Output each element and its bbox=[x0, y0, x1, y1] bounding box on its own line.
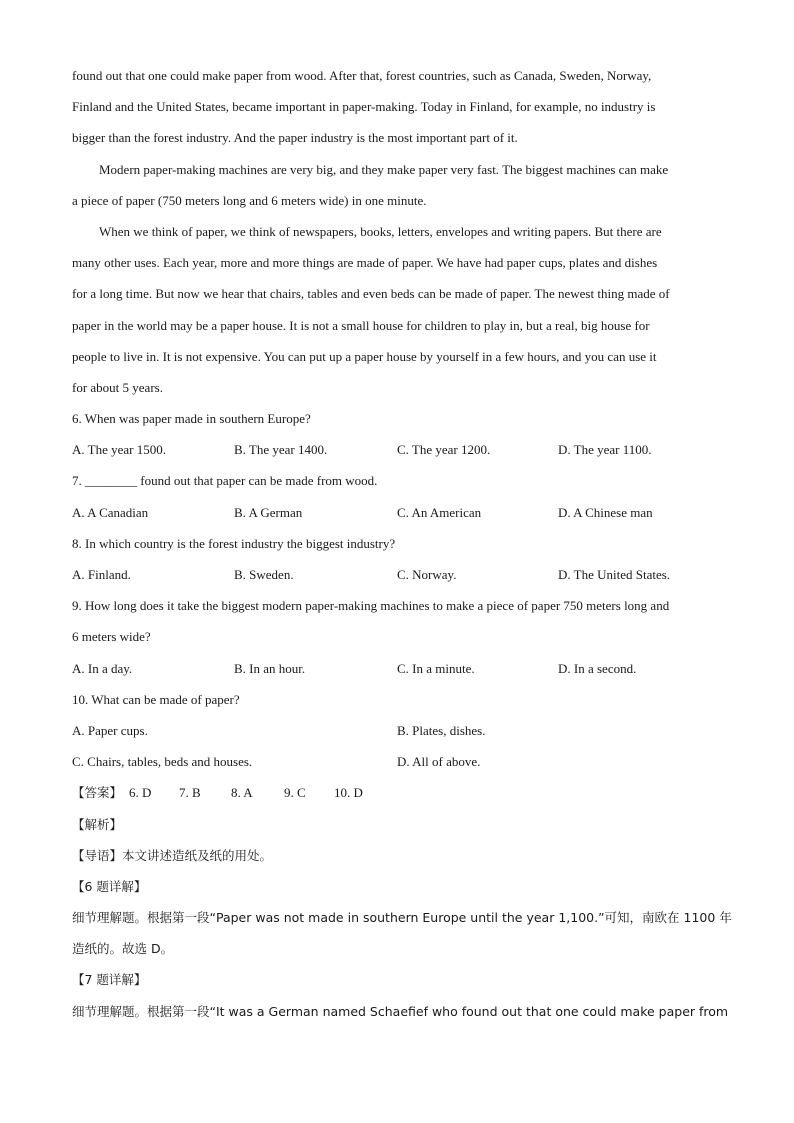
q6-detail-heading: 【6 题详解】 bbox=[72, 878, 147, 894]
question-stem: 8. In which country is the forest industry the biggest industry? bbox=[72, 535, 396, 551]
answer-options bbox=[72, 497, 720, 528]
passage-line: for a long time. But now we hear that chairs, tables and even beds can be made of paper. The newest thing made of bbox=[72, 286, 670, 302]
answer-item: 6. D bbox=[129, 785, 152, 801]
answer-item: 10. D bbox=[334, 785, 363, 801]
answer-options bbox=[72, 746, 720, 777]
answer-key-label: 【答案】 bbox=[72, 785, 123, 801]
passage-line: When we think of paper, we think of newspapers, books, letters, envelopes and writing papers. But there are bbox=[99, 223, 662, 239]
option-a: A. A Canadian bbox=[72, 504, 149, 520]
passage-line: found out that one could make paper from wood. After that, forest countries, such as Canada, Sweden, Norway, bbox=[72, 68, 652, 83]
question-stem: 7. ________ found out that paper can be made from wood. bbox=[72, 473, 378, 489]
question-stem: 10. What can be made of paper? bbox=[72, 691, 240, 707]
passage-line: Modern paper-making machines are very big, and they make paper very fast. The biggest machines can make bbox=[99, 161, 669, 177]
option-b: B. A German bbox=[234, 504, 303, 520]
option-c: C. In a minute. bbox=[397, 660, 475, 676]
option-c: C. Chairs, tables, beds and houses. bbox=[72, 754, 253, 770]
option-d: D. In a second. bbox=[558, 660, 637, 676]
option-a: A. Finland. bbox=[72, 567, 131, 582]
option-d: D. All of above. bbox=[397, 754, 481, 770]
passage bbox=[72, 60, 720, 403]
passage-line: paper in the world may be a paper house. It is not a small house for children to play in, but a real, big house for bbox=[72, 317, 650, 333]
option-a: A. In a day. bbox=[72, 660, 133, 676]
analysis-guide: 【导语】本文讲述造纸及纸的用处。 bbox=[72, 847, 273, 863]
option-a: A. The year 1500. bbox=[72, 442, 166, 458]
question-stem: 6. When was paper made in southern Europe? bbox=[72, 411, 311, 427]
q7-detail-heading: 【7 题详解】 bbox=[72, 972, 147, 988]
passage-line: bigger than the forest industry. And the paper industry is the most important part of it. bbox=[72, 130, 518, 146]
answer-key bbox=[72, 777, 720, 808]
answer-options bbox=[72, 653, 720, 684]
option-d: D. A Chinese man bbox=[558, 504, 653, 520]
passage-line: many other uses. Each year, more and more things are made of paper. We have had paper cups, plates and dishes bbox=[72, 255, 658, 271]
answer-options bbox=[72, 715, 720, 746]
q6-detail-text: 细节理解题。根据第一段“Paper was not made in southern Europe until the year 1,100.”可知，南欧在 1100 年 bbox=[72, 910, 732, 926]
document-page bbox=[72, 60, 732, 1027]
option-b: B. In an hour. bbox=[234, 660, 306, 676]
question-stem-continued: 6 meters wide? bbox=[72, 629, 151, 645]
passage-line: for about 5 years. bbox=[72, 379, 163, 395]
passage-line: Finland and the United States, became important in paper-making. Today in Finland, for example, no industry is bbox=[72, 99, 656, 115]
option-c: C. The year 1200. bbox=[397, 442, 491, 458]
option-b: B. Plates, dishes. bbox=[397, 722, 486, 738]
option-b: B. The year 1400. bbox=[234, 442, 328, 458]
option-c: C. An American bbox=[397, 504, 482, 520]
option-d: D. The United States. bbox=[558, 567, 671, 582]
option-c: C. Norway. bbox=[397, 567, 457, 582]
analysis-heading: 【解析】 bbox=[72, 816, 123, 832]
answer-options bbox=[72, 559, 720, 590]
answer-item: 7. B bbox=[179, 785, 201, 801]
passage-line: people to live in. It is not expensive. You can put up a paper house by yourself in a few hours, and you can use it bbox=[72, 348, 657, 364]
answer-options bbox=[72, 434, 720, 465]
q6-detail-text: 造纸的。故选 D。 bbox=[72, 941, 174, 957]
q7-detail-text: 细节理解题。根据第一段“It was a German named Schaefief who found out that one could make paper from bbox=[72, 1003, 729, 1019]
option-b: B. Sweden. bbox=[234, 567, 294, 582]
option-a: A. Paper cups. bbox=[72, 722, 148, 738]
answer-item: 8. A bbox=[231, 785, 253, 801]
answer-item: 9. C bbox=[284, 785, 306, 801]
passage-line: a piece of paper (750 meters long and 6 meters wide) in one minute. bbox=[72, 192, 427, 208]
question-stem: 9. How long does it take the biggest modern paper-making machines to make a piece of paper 750 meters long and bbox=[72, 598, 670, 614]
option-d: D. The year 1100. bbox=[558, 442, 652, 458]
